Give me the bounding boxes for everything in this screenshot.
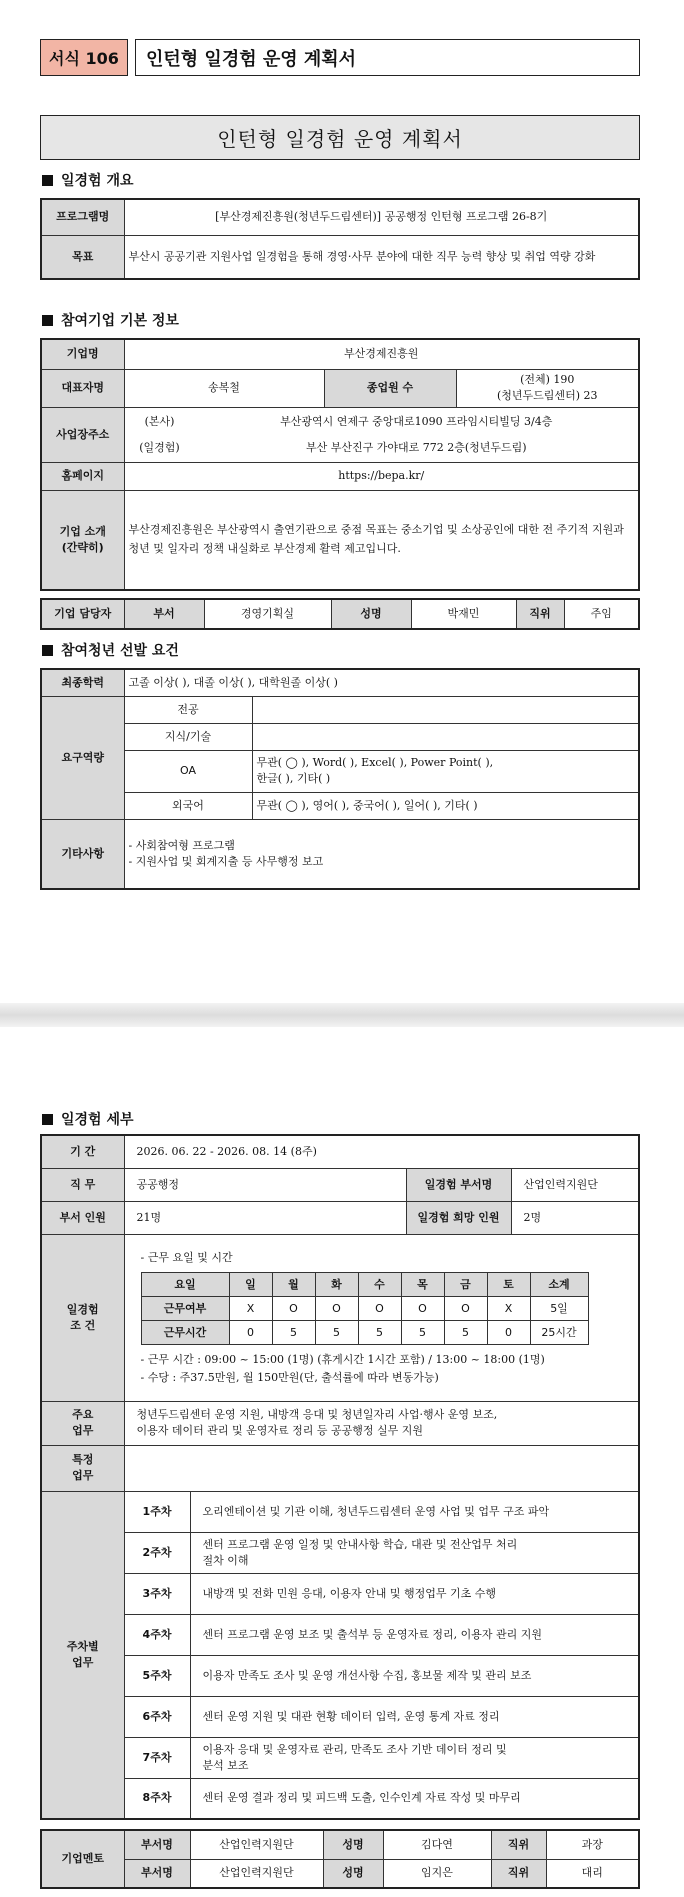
mentor-position-value: 대리: [546, 1859, 639, 1888]
square-bullet-icon: [42, 175, 53, 186]
schedule-cell: 0: [229, 1321, 272, 1345]
hope-count-label: 일경험 희망 인원: [406, 1201, 511, 1234]
square-bullet-icon: [42, 645, 53, 656]
week-task-description: [190, 1573, 639, 1614]
weekly-task-label-line2: 업무: [72, 1655, 94, 1669]
employee-count-label: 종업원 수: [324, 369, 456, 407]
mentor-dept-label: 부서명: [124, 1830, 190, 1859]
ceo-label: 대표자명: [41, 369, 124, 407]
schedule-table: [141, 1272, 589, 1345]
schedule-cell: 5: [272, 1321, 315, 1345]
address-work-value: 부산 부산진구 가야대로 772 2층(청년두드림): [305, 440, 527, 454]
address-hq-tag: (본사): [144, 414, 175, 428]
condition-label-line1: 일경험: [66, 1302, 99, 1316]
company-name-value: 부산경제진흥원: [124, 339, 639, 369]
company-intro-label-line1: 기업 소개: [59, 524, 106, 538]
week-number: 3주차: [124, 1573, 190, 1614]
schedule-row-workday: [141, 1297, 588, 1321]
week-task-line-2: 분석 보조: [202, 1758, 249, 1772]
week-task-description: [190, 1614, 639, 1655]
schedule-cell: O: [358, 1297, 401, 1321]
company-table: [40, 338, 640, 591]
week-number: 4주차: [124, 1614, 190, 1655]
section-company-heading: [42, 310, 179, 330]
skill-label: 지식/기술: [124, 723, 252, 750]
etc-value: [124, 819, 639, 889]
address-work-tag: (일경험): [139, 440, 180, 454]
weekly-task-row: [41, 1491, 639, 1532]
section-selection-heading: [42, 640, 179, 660]
schedule-cell: X: [229, 1297, 272, 1321]
oa-label: OA: [124, 750, 252, 792]
document-title: 인턴형 일경험 운영 계획서: [40, 115, 640, 160]
homepage-value: https://bepa.kr/: [124, 462, 639, 490]
education-label: 최종학력: [41, 669, 124, 696]
work-hours-text: - 근무 시간 : 09:00 ~ 15:00 (1명) (휴게시간 1시간 포함) / 13:00 ~ 18:00 (1명): [140, 1353, 545, 1367]
work-dept-label: 일경험 부서명: [406, 1168, 511, 1201]
address-value: [124, 407, 639, 462]
week-number: 1주차: [124, 1491, 190, 1532]
schedule-cell: 0: [487, 1321, 530, 1345]
special-task-label: [41, 1445, 124, 1491]
goal-label: 목표: [41, 235, 124, 279]
etc-line-1: - 사회참여형 프로그램: [128, 838, 235, 852]
week-task-line-1: 센터 운영 지원 및 대관 현황 데이터 입력, 운영 통계 자료 정리: [202, 1709, 500, 1723]
document-page-2: [0, 1027, 684, 1897]
schedule-cell: O: [272, 1297, 315, 1321]
detail-table: [40, 1134, 640, 1820]
schedule-cell: O: [401, 1297, 444, 1321]
mentor-dept-label: 부서명: [124, 1859, 190, 1888]
manager-dept-label: 부서: [124, 599, 204, 629]
manager-position-label: 직위: [516, 599, 564, 629]
main-task-label: [41, 1401, 124, 1445]
company-intro-label: [41, 490, 124, 590]
main-task-label-line2: 업무: [72, 1424, 94, 1437]
dept-staff-label: 부서 인원: [41, 1201, 124, 1234]
address-hq-value: 부산광역시 연제구 중앙대로1090 프라임시티빌딩 3/4층: [280, 414, 553, 428]
week-number: 2주차: [124, 1532, 190, 1573]
mentor-name-label: 성명: [323, 1859, 383, 1888]
week-task-description: [190, 1737, 639, 1778]
page-separator: [0, 1003, 684, 1027]
mentor-position-value: 과장: [546, 1830, 639, 1859]
address-label: 사업장주소: [41, 407, 124, 462]
skill-value: [252, 723, 639, 750]
manager-name-label: 성명: [331, 599, 411, 629]
week-number: 8주차: [124, 1778, 190, 1819]
company-name-label: 기업명: [41, 339, 124, 369]
employee-count-center: (청년두드림센터) 23: [497, 389, 598, 402]
mentor-position-label: 직위: [491, 1859, 546, 1888]
week-task-line-1: 센터 운영 결과 정리 및 피드백 도출, 인수인계 자료 작성 및 마무리: [202, 1791, 521, 1805]
schedule-cell: 5: [358, 1321, 401, 1345]
period-label: 기 간: [41, 1135, 124, 1168]
mentor-dept-value: 산업인력지원단: [190, 1830, 323, 1859]
main-task-value: [124, 1401, 639, 1445]
section-overview-label: 일경험 개요: [61, 173, 134, 189]
schedule-header-cell: 요일: [141, 1273, 229, 1297]
major-label: 전공: [124, 696, 252, 723]
manager-label: 기업 담당자: [41, 599, 124, 629]
schedule-header-cell: 일: [229, 1273, 272, 1297]
section-overview-heading: [42, 170, 134, 190]
schedule-row-hours: [141, 1321, 588, 1345]
oa-line-2: 한글( ), 기타( ): [256, 772, 331, 785]
schedule-header-cell: 목: [401, 1273, 444, 1297]
week-task-description: [190, 1491, 639, 1532]
special-task-label-line1: 특정: [72, 1453, 94, 1467]
week-task-line-1: 센터 프로그램 운영 일정 및 안내사항 학습, 대관 및 전산업무 처리: [202, 1537, 518, 1551]
week-number: 7주차: [124, 1737, 190, 1778]
allowance-text: - 수당 : 주37.5만원, 월 150만원(단, 출석률에 따라 변동가능): [140, 1370, 439, 1384]
dept-staff-value: 21명: [124, 1201, 406, 1234]
section-company-label: 참여기업 기본 정보: [61, 313, 179, 329]
form-header-title: 인턴형 일경험 운영 계획서: [135, 39, 640, 76]
schedule-cell: 25시간: [530, 1321, 588, 1345]
overview-table: [40, 198, 640, 280]
schedule-header-cell: 토: [487, 1273, 530, 1297]
ceo-value: 송복철: [124, 369, 324, 407]
major-value: [252, 696, 639, 723]
mentor-name-value: 임지은: [383, 1859, 491, 1888]
weekly-task-row: [41, 1696, 639, 1737]
schedule-header-row: [141, 1273, 588, 1297]
section-detail-heading: [42, 1109, 134, 1129]
schedule-cell: 5: [444, 1321, 487, 1345]
mentor-row: [41, 1830, 639, 1859]
section-selection-label: 참여청년 선발 요건: [61, 643, 179, 659]
week-task-description: [190, 1655, 639, 1696]
section-detail-label: 일경험 세부: [61, 1112, 134, 1128]
schedule-cell: O: [444, 1297, 487, 1321]
mentor-dept-value: 산업인력지원단: [190, 1859, 323, 1888]
schedule-cell: 5: [401, 1321, 444, 1345]
condition-title: - 근무 요일 및 시간: [140, 1250, 233, 1264]
condition-label: [41, 1234, 124, 1401]
schedule-header-cell: 소계: [530, 1273, 588, 1297]
period-value: 2026. 06. 22 - 2026. 08. 14 (8주): [124, 1135, 639, 1168]
mentor-label: 기업멘토: [41, 1830, 124, 1888]
program-name-value: [부산경제진흥원(청년두드림센터)] 공공행정 인턴형 프로그램 26-8기: [124, 199, 639, 235]
schedule-header-cell: 월: [272, 1273, 315, 1297]
competency-label: 요구역량: [41, 696, 124, 819]
education-value: 고졸 이상( ), 대졸 이상( ), 대학원졸 이상( ): [124, 669, 639, 696]
main-task-label-line1: 주요: [72, 1408, 94, 1422]
mentor-table: [40, 1829, 640, 1889]
weekly-task-row: [41, 1737, 639, 1778]
schedule-header-cell: 금: [444, 1273, 487, 1297]
mentor-row: [41, 1859, 639, 1888]
main-task-line-2: 이용자 데이터 관리 및 운영자료 정리 등 공공행정 실무 지원: [136, 1424, 423, 1437]
company-intro-value: 부산경제진흥원은 부산광역시 출연기관으로 중점 목표는 중소기업 및 소상공인에 대한 전 주기적 지원과 청년 및 일자리 정책 내실화로 부산경제 활력 제고입니다.: [124, 490, 639, 590]
selection-table: [40, 668, 640, 890]
manager-table: [40, 598, 640, 630]
manager-name-value: 박재민: [411, 599, 516, 629]
schedule-cell: 5일: [530, 1297, 588, 1321]
mentor-position-label: 직위: [491, 1830, 546, 1859]
week-task-line-1: 센터 프로그램 운영 보조 및 출석부 등 운영자료 정리, 이용자 관리 지원: [202, 1627, 542, 1641]
hope-count-value: 2명: [511, 1201, 639, 1234]
etc-line-2: - 지원사업 및 회계지출 등 사무행정 보고: [128, 854, 324, 868]
weekly-task-row: [41, 1778, 639, 1819]
week-task-description: [190, 1696, 639, 1737]
schedule-row-label: 근무여부: [141, 1297, 229, 1321]
week-task-line-2: 절차 이해: [202, 1553, 249, 1567]
week-number: 6주차: [124, 1696, 190, 1737]
language-label: 외국어: [124, 792, 252, 819]
program-name-label: 프로그램명: [41, 199, 124, 235]
week-task-line-1: 이용자 응대 및 운영자료 관리, 만족도 조사 기반 데이터 정리 및: [202, 1742, 507, 1756]
week-task-line-1: 내방객 및 전화 민원 응대, 이용자 안내 및 행정업무 기초 수행: [202, 1586, 496, 1600]
manager-position-value: 주임: [564, 599, 639, 629]
schedule-cell: 5: [315, 1321, 358, 1345]
company-intro-label-line2: (간략히): [61, 540, 104, 554]
square-bullet-icon: [42, 315, 53, 326]
form-header: [40, 39, 640, 76]
job-value: 공공행정: [124, 1168, 406, 1201]
language-value: 무관( ◯ ), 영어( ), 중국어( ), 일어( ), 기타( ): [252, 792, 639, 819]
condition-label-line2: 조 건: [70, 1318, 96, 1332]
main-task-line-1: 청년두드림센터 운영 지원, 내방객 응대 및 청년일자리 사업·행사 운영 보조,: [136, 1408, 498, 1422]
form-number-badge: 서식 106: [40, 39, 128, 76]
schedule-header-cell: 화: [315, 1273, 358, 1297]
work-dept-value: 산업인력지원단: [511, 1168, 639, 1201]
week-task-description: [190, 1532, 639, 1573]
goal-value: 부산시 공공기관 지원사업 일경험을 통해 경영·사무 분야에 대한 직무 능력 향상 및 취업 역량 강화: [124, 235, 639, 279]
square-bullet-icon: [42, 1114, 53, 1125]
weekly-task-row: [41, 1614, 639, 1655]
weekly-task-row: [41, 1655, 639, 1696]
week-task-line-1: 오리엔테이션 및 기관 이해, 청년두드림센터 운영 사업 및 업무 구조 파악: [202, 1504, 550, 1518]
week-task-line-1: 이용자 만족도 조사 및 운영 개선사항 수집, 홍보물 제작 및 관리 보조: [202, 1668, 532, 1682]
schedule-header-cell: 수: [358, 1273, 401, 1297]
mentor-name-label: 성명: [323, 1830, 383, 1859]
oa-value: [252, 750, 639, 792]
schedule-row-label: 근무시간: [141, 1321, 229, 1345]
etc-label: 기타사항: [41, 819, 124, 889]
job-label: 직 무: [41, 1168, 124, 1201]
condition-value: [124, 1234, 639, 1401]
manager-dept-value: 경영기획실: [204, 599, 331, 629]
special-task-label-line2: 업무: [72, 1469, 94, 1482]
mentor-name-value: 김다연: [383, 1830, 491, 1859]
schedule-cell: X: [487, 1297, 530, 1321]
special-task-value: [124, 1445, 639, 1491]
schedule-cell: O: [315, 1297, 358, 1321]
weekly-task-label: [41, 1491, 124, 1819]
weekly-task-row: [41, 1573, 639, 1614]
oa-line-1: 무관( ◯ ), Word( ), Excel( ), Power Point( ),: [256, 756, 494, 770]
week-number: 5주차: [124, 1655, 190, 1696]
employee-count-value: [456, 369, 639, 407]
employee-count-total: (전체) 190: [520, 373, 575, 387]
weekly-task-label-line1: 주차별: [66, 1639, 99, 1653]
weekly-task-row: [41, 1532, 639, 1573]
homepage-label: 홈페이지: [41, 462, 124, 490]
week-task-description: [190, 1778, 639, 1819]
